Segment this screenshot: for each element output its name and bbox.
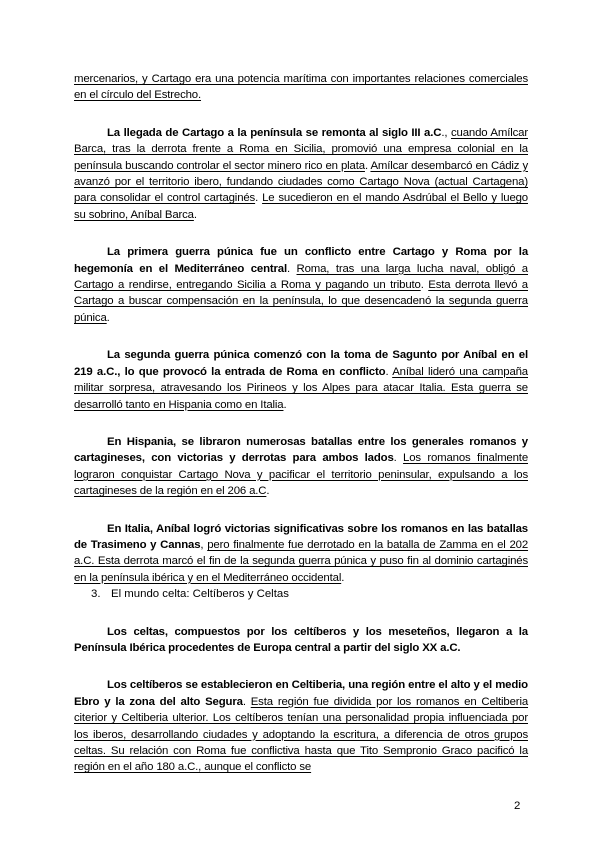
paragraph-segunda-guerra [74, 347, 528, 413]
punctuation: . [106, 311, 110, 324]
paragraph-celtas [74, 624, 528, 657]
underlined-text: cuando Amílcar Barca, tras la derrota frente a Roma en Sicilia, promovió una empresa colonial en la península buscando controlar el sector minero rico en plata [74, 126, 528, 172]
punctuation: . [364, 159, 368, 172]
bold-text: En Hispania, se libraron numerosas batallas entre los generales romanos y cartagineses, con victorias y derrotas para ambos lados [74, 435, 528, 465]
punctuation: . [193, 208, 197, 221]
bold-text: Los celtas, compuestos por los celtíberos y los meseteños, llegaron a la Península Ibérica procedentes de Europa central a partir del siglo XX a.C [74, 625, 528, 654]
punctuation: . [255, 192, 259, 205]
paragraph-celtiberos [74, 677, 528, 775]
punctuation: . [266, 485, 270, 498]
section-number: 3. [91, 588, 101, 601]
underlined-text: Los romanos finalmente lograron conquistar Cartago Nova y pacificar el territorio peninsular, expulsando a los cartagineses de la región en el 206 a.C [74, 452, 528, 498]
underlined-text: Roma, tras una larga lucha naval, obligó a Cartago a rendirse, entregando Sicilia a Roma y pagando un tributo [74, 262, 528, 292]
punctuation: . [420, 279, 424, 292]
punctuation: . [287, 262, 291, 275]
underlined-text: Esta región fue dividida por los romanos en Celtiberia citerior y Celtiberia ulterior. Los celtíberos tenían una personalidad propia influenciada por los iberos, desarrollando ciudades y adoptando la escritura, a diferencia de otros grupos celtas. Su relación con Roma fue conflictiva hasta que Tito Sempronio Graco pacificó la región en el año 180 a.C., aunque el conflicto se [74, 695, 529, 774]
bold-text: Los celtíberos se establecieron en Celtiberia, una región entre el alto y el medio Ebro y la zona del alto Segura [74, 679, 528, 708]
paragraph-primera-guerra [74, 244, 528, 326]
punctuation: . [457, 641, 461, 654]
underlined-text: Le sucedieron en el mando Asdrúbal el Bello y luego su sobrino, Aníbal Barca [74, 192, 528, 221]
section-heading [74, 586, 528, 602]
underlined-text: mercenarios, y Cartago era una potencia marítima con importantes relaciones comerciales en el círculo del Estrecho. [74, 73, 528, 102]
page-body [74, 71, 528, 776]
paragraph-llegada-cartago [74, 125, 528, 223]
punctuation: . [242, 695, 246, 708]
punctuation: . [341, 571, 345, 584]
paragraph-hispania [74, 434, 528, 500]
page-number: 2 [514, 800, 521, 812]
bold-text: En Italia, Aníbal logró victorias significativas sobre los romanos en las batallas de Trasimeno y Cannas [74, 522, 528, 551]
punctuation: , [200, 538, 204, 551]
underlined-text: pero finalmente fue derrotado en la batalla de Zamma en el 202 a.C. Esta derrota marcó el fin de la segunda guerra púnica y puso fin al dominio cartaginés en la península ibérica y en el Mediterráneo occidental [74, 538, 529, 584]
section-title: El mundo celta: Celtíberos y Celtas [111, 588, 289, 601]
underlined-text: Aníbal lideró una campaña militar sorpresa, atravesando los Pirineos y los Alpes para atacar Italia. Esta guerra se desarrolló tanto en Hispania como en Italia [74, 365, 528, 411]
punctuation: . [385, 365, 389, 378]
punctuation: . [393, 452, 397, 465]
bold-text: La llegada de Cartago a la península se remonta al siglo III a.C [107, 126, 442, 139]
underlined-text: Amílcar desembarcó en Cádiz y avanzó por el territorio ibero, fundando ciudades como Cartago Nova (actual Cartagena) para consolidar el control cartaginés [74, 159, 528, 205]
underlined-text: Esta derrota llevó a Cartago a buscar compensación en la península, lo que desencadenó la segunda guerra púnica [74, 279, 528, 324]
paragraph-mercenarios [74, 71, 528, 104]
paragraph-italia [74, 521, 528, 587]
bold-text: La primera guerra púnica fue un conflicto entre Cartago y Roma por la hegemonía en el Mediterráneo central [74, 246, 528, 275]
punctuation: ., [441, 126, 448, 139]
punctuation: . [283, 398, 287, 411]
bold-text: La segunda guerra púnica comenzó con la toma de Sagunto por Aníbal en el 219 a.C., lo que provocó la entrada de Roma en conflicto [74, 349, 528, 378]
